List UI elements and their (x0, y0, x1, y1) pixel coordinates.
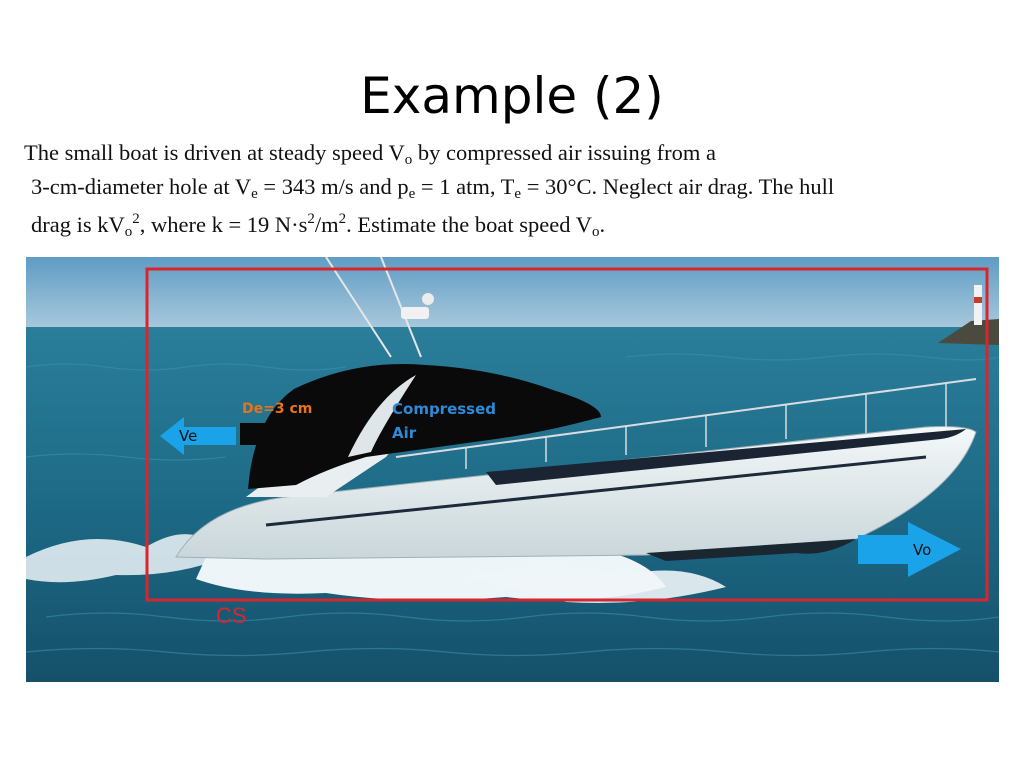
problem-text-run: e (408, 186, 416, 202)
problem-text-run: , where k = 19 N·s (139, 212, 308, 237)
problem-text-run: o (591, 224, 600, 240)
boat-figure (26, 257, 999, 682)
problem-text-run: /m (314, 212, 339, 237)
problem-text-run: . Estimate the boat speed V (346, 212, 592, 237)
problem-text-run: = 30°C. Neglect air drag. The hull (521, 174, 835, 199)
radar (401, 307, 429, 319)
problem-text-run: drag is kV (31, 212, 125, 237)
compressed-air-label (392, 397, 496, 445)
ve-label: Ve (179, 427, 198, 445)
problem-line-2 (31, 174, 834, 207)
problem-text-run: = 1 atm, T (415, 174, 515, 199)
boat-photo-illustration (26, 257, 999, 682)
problem-text-run: 2 (132, 211, 140, 227)
problem-text-run: The small boat is driven at steady speed V (24, 140, 405, 165)
problem-text-run: 2 (338, 211, 347, 227)
problem-text-run: e (514, 186, 522, 202)
problem-text-run: by compressed air issuing from a (412, 140, 716, 165)
compressed-air-line-2: Air (392, 424, 417, 442)
problem-text-run: e (251, 186, 258, 202)
problem-text-run: 3-cm-diameter hole at V (31, 174, 252, 199)
slide-title: Example (2) (360, 67, 664, 125)
cs-label: CS (216, 603, 247, 628)
vo-label: Vo (913, 541, 932, 559)
problem-text-run: . (599, 212, 606, 237)
nozzle (240, 423, 274, 445)
problem-line-3 (31, 206, 605, 245)
problem-text-run: 2 (307, 211, 315, 227)
lighthouse (974, 285, 982, 325)
problem-text-run: = 343 m/s and p (257, 174, 409, 199)
problem-text-run: o (124, 224, 133, 240)
problem-text-run: o (404, 152, 413, 168)
de-label: De=3 cm (242, 401, 313, 417)
problem-line-1 (24, 140, 716, 173)
compressed-air-line-1: Compressed (392, 400, 497, 418)
